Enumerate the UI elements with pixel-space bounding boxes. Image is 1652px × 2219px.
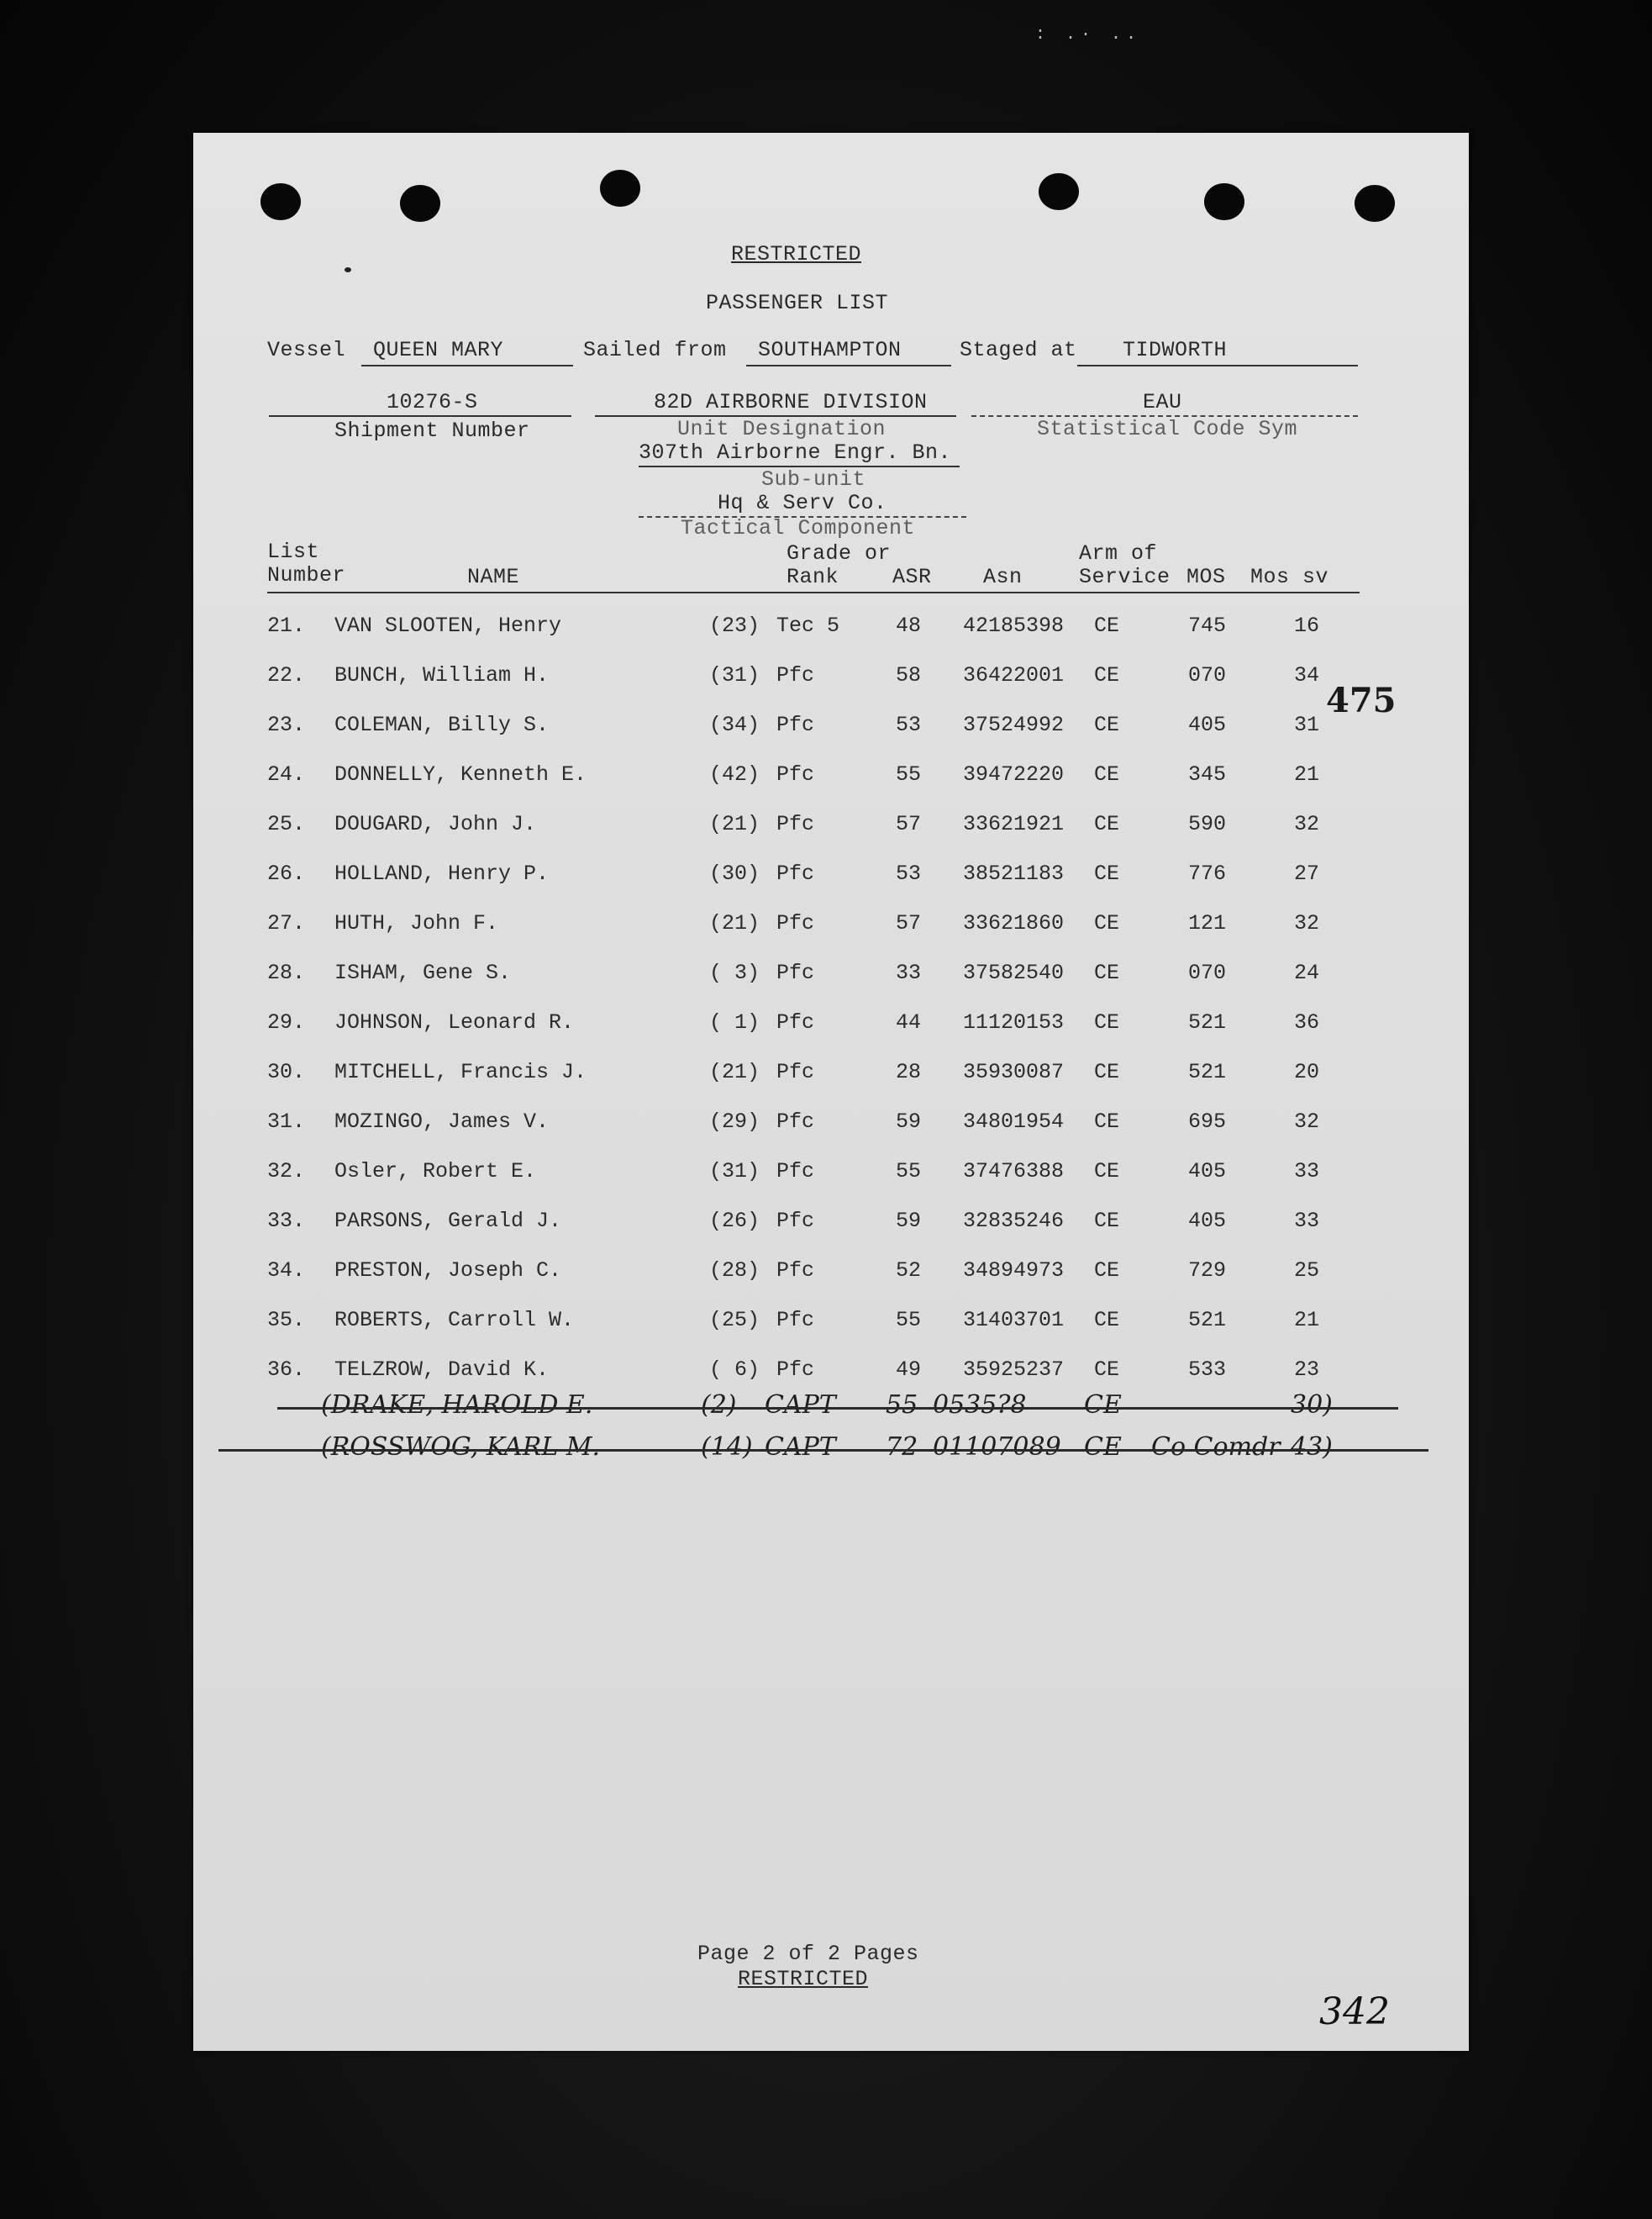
cell-list-number: 35.	[267, 1308, 306, 1332]
cell-age: (26)	[709, 1209, 760, 1233]
cell-grade: Pfc	[776, 1060, 815, 1084]
cell-list-number: 32.	[267, 1159, 306, 1183]
cell-list-number: 29.	[267, 1010, 306, 1035]
passenger-list-page	[193, 133, 1469, 2051]
cell-asn: 33621921	[963, 812, 1065, 836]
cell-mos: 729	[1188, 1258, 1227, 1283]
cell-mos-sv: 32	[1294, 812, 1320, 836]
cell-asr: 48	[896, 614, 922, 638]
cell-arm: CE	[1094, 1110, 1120, 1134]
cell-name: ISHAM, Gene S.	[334, 961, 512, 985]
cell-mos: 345	[1188, 762, 1227, 787]
cell-asn: 37476388	[963, 1159, 1065, 1183]
cell-mos: 070	[1188, 663, 1227, 688]
cell-mos-sv: 16	[1294, 614, 1320, 638]
cell-asr: 53	[896, 713, 922, 737]
cell-asr: 55	[896, 762, 922, 787]
cell-grade: Pfc	[776, 1010, 815, 1035]
binder-hole	[260, 183, 301, 220]
cell-arm: CE	[1094, 663, 1120, 688]
cell-list-number: 23.	[267, 713, 306, 737]
scan-specks: : .· ..	[1035, 25, 1142, 45]
cell-arm: CE	[1094, 1308, 1120, 1332]
header-service: Service	[1079, 565, 1171, 589]
cell-name: PRESTON, Joseph C.	[334, 1258, 562, 1283]
cell-age: (21)	[709, 812, 760, 836]
binder-hole	[1039, 173, 1079, 210]
cell-asr: 59	[896, 1209, 922, 1233]
cell-asn: 11120153	[963, 1010, 1065, 1035]
cell-grade: Pfc	[776, 911, 815, 936]
binder-hole	[600, 170, 640, 207]
cell-asr: 49	[896, 1357, 922, 1382]
cell-mos-sv: 36	[1294, 1010, 1320, 1035]
cell-asr: 33	[896, 961, 922, 985]
cell-grade: Pfc	[776, 1209, 815, 1233]
cell-arm: CE	[1094, 1357, 1120, 1382]
cell-asn: 35930087	[963, 1060, 1065, 1084]
vessel-value: QUEEN MARY	[373, 338, 504, 362]
staged-at-underline	[1077, 365, 1358, 366]
cell-grade: Pfc	[776, 812, 815, 836]
cell-mos: 745	[1188, 614, 1227, 638]
sailed-from-value: SOUTHAMPTON	[758, 338, 902, 362]
cell-arm: CE	[1094, 911, 1120, 936]
strike-through-line	[277, 1407, 1398, 1410]
hand-asn: 01107089	[933, 1432, 1061, 1462]
hand-age: (14)	[701, 1432, 753, 1462]
cell-name: JOHNSON, Leonard R.	[334, 1010, 575, 1035]
hand-grade: CAPT	[765, 1390, 836, 1420]
cell-asn: 33621860	[963, 911, 1065, 936]
cell-mos: 776	[1188, 862, 1227, 886]
cell-grade: Pfc	[776, 961, 815, 985]
vessel-underline	[361, 365, 573, 366]
sub-unit-value: 307th Airborne Engr. Bn.	[639, 440, 952, 465]
cell-asr: 55	[896, 1308, 922, 1332]
cell-age: ( 6)	[709, 1357, 760, 1382]
cell-list-number: 31.	[267, 1110, 306, 1134]
stamped-number: 475	[1326, 681, 1397, 720]
header-asr: ASR	[892, 565, 932, 589]
cell-age: ( 1)	[709, 1010, 760, 1035]
cell-mos-sv: 33	[1294, 1159, 1320, 1183]
hand-name: (DRAKE, HAROLD E.	[321, 1390, 593, 1420]
cell-name: ROBERTS, Carroll W.	[334, 1308, 575, 1332]
cell-mos: 405	[1188, 1209, 1227, 1233]
cell-age: (21)	[709, 1060, 760, 1084]
cell-grade: Pfc	[776, 762, 815, 787]
cell-arm: CE	[1094, 713, 1120, 737]
header-mos: MOS	[1186, 565, 1226, 589]
cell-arm: CE	[1094, 1060, 1120, 1084]
header-rank: Rank	[787, 565, 839, 589]
cell-mos: 405	[1188, 713, 1227, 737]
cell-arm: CE	[1094, 961, 1120, 985]
unit-designation-value: 82D AIRBORNE DIVISION	[654, 390, 928, 414]
strike-through-line	[218, 1449, 1428, 1452]
cell-list-number: 36.	[267, 1357, 306, 1382]
cell-age: ( 3)	[709, 961, 760, 985]
hand-asr: 55	[886, 1390, 918, 1420]
sailed-from-label: Sailed from	[583, 338, 727, 362]
cell-grade: Pfc	[776, 663, 815, 688]
cell-age: (23)	[709, 614, 760, 638]
header-asn: Asn	[983, 565, 1023, 589]
cell-arm: CE	[1094, 762, 1120, 787]
ink-speck	[345, 267, 351, 272]
header-arm-of: Arm of	[1079, 541, 1158, 566]
hand-arm: CE	[1084, 1432, 1122, 1462]
cell-asr: 58	[896, 663, 922, 688]
binder-hole	[1204, 183, 1244, 220]
cell-list-number: 22.	[267, 663, 306, 688]
cell-mos: 533	[1188, 1357, 1227, 1382]
sailed-from-underline	[746, 365, 951, 366]
cell-asn: 34801954	[963, 1110, 1065, 1134]
cell-name: HOLLAND, Henry P.	[334, 862, 550, 886]
cell-mos-sv: 27	[1294, 862, 1320, 886]
cell-mos: 590	[1188, 812, 1227, 836]
cell-mos-sv: 25	[1294, 1258, 1320, 1283]
cell-mos-sv: 24	[1294, 961, 1320, 985]
hand-name: (ROSSWOG, KARL M.	[321, 1432, 601, 1462]
footer-classification: RESTRICTED	[738, 1967, 869, 1991]
cell-asr: 59	[896, 1110, 922, 1134]
cell-age: (31)	[709, 1159, 760, 1183]
header-number: Number	[267, 563, 346, 588]
cell-arm: CE	[1094, 1159, 1120, 1183]
cell-age: (30)	[709, 862, 760, 886]
cell-asr: 52	[896, 1258, 922, 1283]
cell-asn: 34894973	[963, 1258, 1065, 1283]
shipment-number-label: Shipment Number	[334, 419, 530, 443]
cell-name: HUTH, John F.	[334, 911, 499, 936]
binder-hole	[400, 185, 440, 222]
cell-asn: 39472220	[963, 762, 1065, 787]
cell-mos-sv: 20	[1294, 1060, 1320, 1084]
cell-asn: 31403701	[963, 1308, 1065, 1332]
cell-asn: 37582540	[963, 961, 1065, 985]
cell-mos: 405	[1188, 1159, 1227, 1183]
cell-age: (31)	[709, 663, 760, 688]
cell-mos: 121	[1188, 911, 1227, 936]
vessel-label: Vessel	[267, 338, 346, 362]
cell-name: DONNELLY, Kenneth E.	[334, 762, 587, 787]
cell-asr: 53	[896, 862, 922, 886]
handwritten-page-number: 342	[1319, 1990, 1390, 2033]
cell-arm: CE	[1094, 614, 1120, 638]
cell-list-number: 34.	[267, 1258, 306, 1283]
hand-grade: CAPT	[765, 1432, 836, 1462]
cell-asn: 32835246	[963, 1209, 1065, 1233]
header-mos-sv: Mos sv	[1250, 565, 1329, 589]
cell-arm: CE	[1094, 862, 1120, 886]
classification-top: RESTRICTED	[731, 242, 862, 266]
cell-mos-sv: 21	[1294, 762, 1320, 787]
document-title: PASSENGER LIST	[706, 291, 889, 315]
hand-asr: 72	[886, 1432, 918, 1462]
header-name: NAME	[467, 565, 520, 589]
cell-asr: 57	[896, 911, 922, 936]
tactical-component-value: Hq & Serv Co.	[718, 491, 887, 515]
cell-asr: 57	[896, 812, 922, 836]
cell-list-number: 30.	[267, 1060, 306, 1084]
cell-name: BUNCH, William H.	[334, 663, 550, 688]
cell-grade: Pfc	[776, 1308, 815, 1332]
cell-mos: 521	[1188, 1308, 1227, 1332]
cell-arm: CE	[1094, 1258, 1120, 1283]
cell-asr: 28	[896, 1060, 922, 1084]
tactical-component-label: Tactical Component	[681, 516, 916, 540]
cell-mos: 521	[1188, 1010, 1227, 1035]
cell-age: (21)	[709, 911, 760, 936]
cell-name: Osler, Robert E.	[334, 1159, 537, 1183]
cell-name: MOZINGO, James V.	[334, 1110, 550, 1134]
footer-page: Page 2 of 2 Pages	[697, 1942, 919, 1966]
unit-designation-label: Unit Designation	[677, 417, 887, 441]
hand-mos-sv: 30)	[1291, 1390, 1333, 1420]
cell-mos-sv: 33	[1294, 1209, 1320, 1233]
cell-name: VAN SLOOTEN, Henry	[334, 614, 562, 638]
cell-mos-sv: 32	[1294, 1110, 1320, 1134]
cell-arm: CE	[1094, 1010, 1120, 1035]
cell-list-number: 27.	[267, 911, 306, 936]
cell-grade: Pfc	[776, 1357, 815, 1382]
cell-asr: 44	[896, 1010, 922, 1035]
staged-at-value: TIDWORTH	[1123, 338, 1228, 362]
cell-list-number: 28.	[267, 961, 306, 985]
cell-grade: Tec 5	[776, 614, 840, 638]
cell-grade: Pfc	[776, 713, 815, 737]
cell-name: TELZROW, David K.	[334, 1357, 550, 1382]
sub-unit-label: Sub-unit	[761, 467, 866, 492]
shipment-number-value: 10276-S	[387, 390, 478, 414]
cell-age: (28)	[709, 1258, 760, 1283]
cell-age: (25)	[709, 1308, 760, 1332]
statistical-code-value: EAU	[1143, 390, 1182, 414]
cell-grade: Pfc	[776, 1159, 815, 1183]
cell-name: PARSONS, Gerald J.	[334, 1209, 562, 1233]
cell-asn: 35925237	[963, 1357, 1065, 1382]
hand-mos: Co Comdr	[1151, 1432, 1281, 1462]
cell-mos: 521	[1188, 1060, 1227, 1084]
cell-arm: CE	[1094, 812, 1120, 836]
cell-name: COLEMAN, Billy S.	[334, 713, 550, 737]
cell-mos: 695	[1188, 1110, 1227, 1134]
cell-mos-sv: 32	[1294, 911, 1320, 936]
cell-asn: 38521183	[963, 862, 1065, 886]
header-list: List	[267, 540, 320, 564]
cell-age: (42)	[709, 762, 760, 787]
cell-list-number: 33.	[267, 1209, 306, 1233]
cell-mos-sv: 21	[1294, 1308, 1320, 1332]
cell-age: (29)	[709, 1110, 760, 1134]
cell-mos-sv: 23	[1294, 1357, 1320, 1382]
cell-mos-sv: 31	[1294, 713, 1320, 737]
cell-mos-sv: 34	[1294, 663, 1320, 688]
cell-mos: 070	[1188, 961, 1227, 985]
cell-list-number: 24.	[267, 762, 306, 787]
cell-list-number: 21.	[267, 614, 306, 638]
statistical-code-label: Statistical Code Sym	[1037, 417, 1298, 441]
cell-name: DOUGARD, John J.	[334, 812, 537, 836]
cell-asn: 37524992	[963, 713, 1065, 737]
cell-asr: 55	[896, 1159, 922, 1183]
binder-hole	[1355, 185, 1395, 222]
cell-grade: Pfc	[776, 862, 815, 886]
header-grade: Grade or	[787, 541, 892, 566]
hand-age: (2)	[701, 1390, 737, 1420]
cell-name: MITCHELL, Francis J.	[334, 1060, 587, 1084]
cell-list-number: 26.	[267, 862, 306, 886]
shipment-underline	[269, 415, 571, 417]
cell-list-number: 25.	[267, 812, 306, 836]
staged-at-label: Staged at	[960, 338, 1077, 362]
hand-mos-sv: 43)	[1291, 1432, 1333, 1462]
cell-grade: Pfc	[776, 1258, 815, 1283]
hand-asn: 0535?8	[933, 1390, 1027, 1420]
cell-asn: 42185398	[963, 614, 1065, 638]
cell-age: (34)	[709, 713, 760, 737]
cell-asn: 36422001	[963, 663, 1065, 688]
cell-arm: CE	[1094, 1209, 1120, 1233]
header-underline	[267, 592, 1360, 593]
hand-arm: CE	[1084, 1390, 1122, 1420]
cell-grade: Pfc	[776, 1110, 815, 1134]
